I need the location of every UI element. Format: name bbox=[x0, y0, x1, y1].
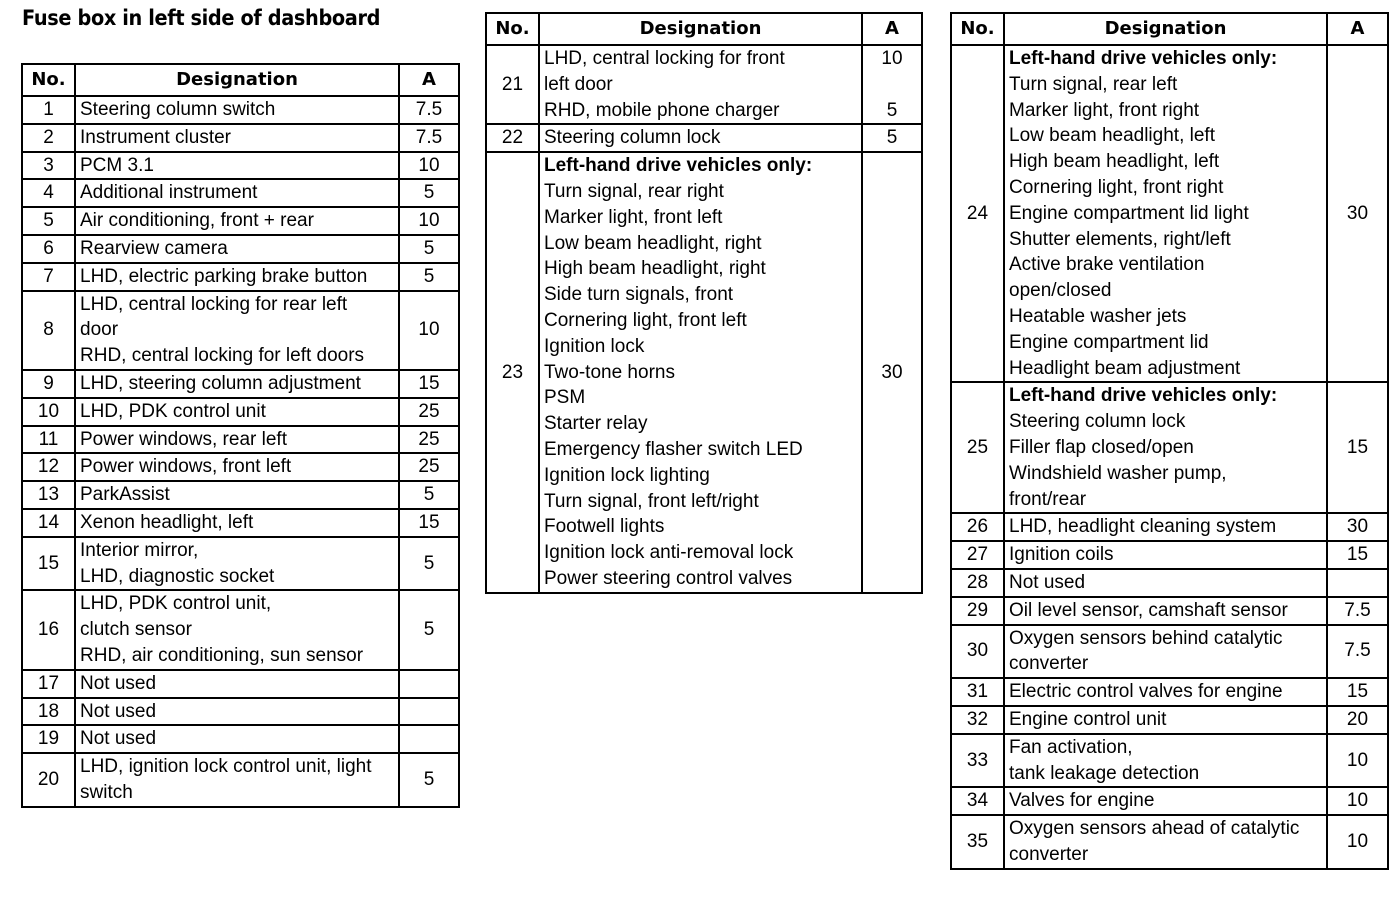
fuse-designation bbox=[75, 124, 399, 152]
amperage-value: 10 bbox=[418, 210, 440, 232]
designation-line: RHD, mobile phone charger bbox=[544, 99, 780, 121]
designation-line: door bbox=[80, 319, 119, 341]
amperage-value: 10 bbox=[418, 154, 440, 176]
header-row bbox=[22, 64, 459, 96]
designation-line: Marker light, front right bbox=[1009, 99, 1200, 121]
fuse-amperage bbox=[1327, 625, 1388, 679]
header-row bbox=[486, 13, 922, 45]
designation-line: open/closed bbox=[1009, 280, 1112, 302]
designation-line: Cornering light, front left bbox=[544, 309, 747, 331]
designation-line: LHD, PDK control unit bbox=[80, 400, 266, 422]
fuse-designation bbox=[75, 291, 399, 370]
designation-line: PSM bbox=[544, 387, 586, 409]
designation-line: Oxygen sensors behind catalytic bbox=[1009, 627, 1283, 649]
fuse-designation bbox=[75, 426, 399, 454]
amperage-value: 25 bbox=[418, 456, 440, 478]
fuse-row-19 bbox=[22, 725, 459, 753]
fuse-number: 15 bbox=[22, 537, 75, 591]
fuse-amperage bbox=[1327, 815, 1388, 869]
designation-line: Not used bbox=[80, 700, 157, 722]
designation-heading: Left-hand drive vehicles only: bbox=[1009, 385, 1278, 407]
fuse-row-3 bbox=[22, 152, 459, 180]
designation-line: Power windows, rear left bbox=[80, 428, 287, 450]
fuse-designation bbox=[75, 698, 399, 726]
column-header-amp: A bbox=[862, 13, 922, 45]
designation-line: Not used bbox=[80, 728, 157, 750]
fuse-amperage bbox=[399, 509, 459, 537]
amperage-value: 30 bbox=[881, 361, 903, 383]
designation-line: Steering column lock bbox=[1009, 411, 1186, 433]
designation-heading: Left-hand drive vehicles only: bbox=[544, 155, 813, 177]
column-header-no: No. bbox=[951, 13, 1004, 45]
fuse-number: 20 bbox=[22, 753, 75, 807]
fuse-number: 2 bbox=[22, 124, 75, 152]
header-row bbox=[951, 13, 1388, 45]
fuse-amperage bbox=[862, 45, 922, 124]
designation-line: LHD, central locking for front bbox=[544, 48, 785, 69]
fuse-designation bbox=[75, 207, 399, 235]
fuse-amperage bbox=[399, 291, 459, 370]
amperage-value: 10 bbox=[1346, 790, 1369, 812]
fuse-amperage bbox=[399, 235, 459, 263]
fuse-designation bbox=[1004, 706, 1327, 734]
designation-line: Cornering light, front right bbox=[1009, 176, 1224, 198]
fuse-number: 32 bbox=[951, 706, 1004, 734]
fuse-designation bbox=[1004, 734, 1327, 788]
designation-line: Interior mirror, bbox=[80, 539, 199, 561]
fuse-amperage bbox=[399, 370, 459, 398]
amperage-value bbox=[867, 72, 917, 98]
amperage-value: 15 bbox=[1346, 681, 1369, 703]
fuse-number: 19 bbox=[22, 725, 75, 753]
fuse-amperage bbox=[862, 152, 922, 593]
fuse-amperage bbox=[399, 398, 459, 426]
designation-line: Engine compartment lid light bbox=[1009, 202, 1249, 224]
fuse-row-35 bbox=[951, 815, 1388, 869]
fuse-amperage bbox=[399, 670, 459, 698]
fuse-number: 29 bbox=[951, 597, 1004, 625]
fuse-amperage bbox=[399, 179, 459, 207]
fuse-amperage bbox=[1327, 513, 1388, 541]
fuse-designation bbox=[75, 753, 399, 807]
fuse-row-20 bbox=[22, 753, 459, 807]
fuse-row-8 bbox=[22, 291, 459, 370]
designation-line: Shutter elements, right/left bbox=[1009, 228, 1231, 250]
fuse-row-14 bbox=[22, 509, 459, 537]
fuse-row-23 bbox=[486, 152, 922, 593]
fuse-row-30 bbox=[951, 625, 1388, 679]
designation-line: PCM 3.1 bbox=[80, 154, 154, 176]
designation-line: LHD, ignition lock control unit, light bbox=[80, 756, 372, 778]
amperage-value: 5 bbox=[886, 99, 898, 121]
designation-line: Turn signal, rear left bbox=[1009, 73, 1178, 95]
fuse-designation bbox=[1004, 513, 1327, 541]
fuse-row-26 bbox=[951, 513, 1388, 541]
designation-line: Oxygen sensors ahead of catalytic bbox=[1009, 818, 1300, 840]
fuse-number: 31 bbox=[951, 678, 1004, 706]
fuse-amperage bbox=[399, 426, 459, 454]
fuse-amperage bbox=[399, 207, 459, 235]
designation-line: left door bbox=[544, 73, 613, 95]
fuse-row-5 bbox=[22, 207, 459, 235]
fuse-amperage bbox=[399, 96, 459, 124]
designation-line: Headlight beam adjustment bbox=[1009, 357, 1241, 379]
fuse-number: 22 bbox=[486, 124, 539, 152]
fuse-designation bbox=[1004, 597, 1327, 625]
fuse-designation bbox=[75, 263, 399, 291]
designation-line: Electric control valves for engine bbox=[1009, 681, 1283, 703]
fuse-amperage bbox=[862, 124, 922, 152]
fuse-designation bbox=[75, 453, 399, 481]
designation-line: LHD, diagnostic socket bbox=[80, 565, 275, 587]
fuse-number: 18 bbox=[22, 698, 75, 726]
fuse-row-7 bbox=[22, 263, 459, 291]
fuse-designation bbox=[75, 398, 399, 426]
amperage-value: 5 bbox=[423, 237, 435, 259]
fuse-amperage bbox=[1327, 569, 1388, 597]
amperage-value: 25 bbox=[418, 400, 440, 422]
fuse-number: 21 bbox=[486, 45, 539, 124]
fuse-number: 8 bbox=[22, 291, 75, 370]
fuse-row-9 bbox=[22, 370, 459, 398]
fuse-amperage bbox=[399, 590, 459, 669]
fuse-amperage bbox=[399, 481, 459, 509]
designation-line: Side turn signals, front bbox=[544, 284, 734, 306]
fuse-row-16 bbox=[22, 590, 459, 669]
fuse-amperage bbox=[399, 263, 459, 291]
fuse-designation bbox=[1004, 45, 1327, 382]
designation-line: LHD, steering column adjustment bbox=[80, 372, 361, 394]
designation-line: Two-tone horns bbox=[544, 361, 675, 383]
page-title: Fuse box in left side of dashboard bbox=[22, 6, 381, 30]
fuse-designation bbox=[1004, 625, 1327, 679]
column-header-no: No. bbox=[486, 13, 539, 45]
fuse-number: 33 bbox=[951, 734, 1004, 788]
designation-line: switch bbox=[80, 781, 133, 803]
fuse-designation bbox=[539, 45, 862, 124]
fuse-number: 7 bbox=[22, 263, 75, 291]
designation-line: converter bbox=[1009, 653, 1089, 675]
fuse-designation bbox=[75, 481, 399, 509]
designation-line: LHD, electric parking brake button bbox=[80, 265, 368, 287]
fuse-designation bbox=[1004, 678, 1327, 706]
fuse-designation bbox=[1004, 815, 1327, 869]
fuse-row-21 bbox=[486, 45, 922, 124]
amperage-value: 7.5 bbox=[1344, 640, 1371, 662]
designation-line: Power windows, front left bbox=[80, 456, 292, 478]
designation-line: Footwell lights bbox=[544, 516, 665, 538]
amperage-value: 25 bbox=[418, 428, 440, 450]
amperage-value: 5 bbox=[423, 619, 435, 641]
amperage-value: 7.5 bbox=[415, 126, 443, 148]
fuse-amperage bbox=[399, 537, 459, 591]
fuse-row-6 bbox=[22, 235, 459, 263]
fuse-number: 9 bbox=[22, 370, 75, 398]
amperage-value: 5 bbox=[423, 769, 435, 791]
designation-line: clutch sensor bbox=[80, 619, 192, 641]
designation-line: Fan activation, bbox=[1009, 736, 1133, 758]
designation-line: RHD, central locking for left doors bbox=[80, 345, 365, 367]
fuse-designation bbox=[75, 509, 399, 537]
fuse-amperage bbox=[399, 753, 459, 807]
fuse-table-2 bbox=[485, 12, 923, 594]
fuse-number: 17 bbox=[22, 670, 75, 698]
fuse-number: 25 bbox=[951, 382, 1004, 513]
column-header-designation: Designation bbox=[539, 13, 862, 45]
fuse-amperage bbox=[399, 453, 459, 481]
amperage-value: 5 bbox=[423, 552, 435, 574]
fuse-row-25 bbox=[951, 382, 1388, 513]
fuse-row-28 bbox=[951, 569, 1388, 597]
fuse-row-34 bbox=[951, 787, 1388, 815]
fuse-designation bbox=[1004, 382, 1327, 513]
amperage-value: 10 bbox=[881, 48, 903, 69]
fuse-number: 16 bbox=[22, 590, 75, 669]
designation-line: Ignition lock lighting bbox=[544, 464, 710, 486]
fuse-number: 3 bbox=[22, 152, 75, 180]
amperage-value: 10 bbox=[418, 319, 440, 341]
fuse-row-11 bbox=[22, 426, 459, 454]
fuse-number: 24 bbox=[951, 45, 1004, 382]
fuse-number: 14 bbox=[22, 509, 75, 537]
amperage-value: 7.5 bbox=[415, 99, 443, 120]
fuse-amperage bbox=[399, 124, 459, 152]
fuse-number: 30 bbox=[951, 625, 1004, 679]
fuse-row-12 bbox=[22, 453, 459, 481]
designation-line: Engine compartment lid bbox=[1009, 331, 1209, 353]
fuse-amperage bbox=[1327, 541, 1388, 569]
designation-line: tank leakage detection bbox=[1009, 762, 1200, 784]
fuse-row-4 bbox=[22, 179, 459, 207]
designation-line: Marker light, front left bbox=[544, 206, 723, 228]
amperage-value: 15 bbox=[418, 372, 440, 394]
column-header-designation: Designation bbox=[1004, 13, 1327, 45]
designation-line: Valves for engine bbox=[1009, 790, 1155, 812]
amperage-value: 5 bbox=[423, 265, 435, 287]
designation-line: Not used bbox=[80, 672, 157, 694]
fuse-amperage bbox=[1327, 787, 1388, 815]
fuse-amperage bbox=[1327, 734, 1388, 788]
fuse-number: 4 bbox=[22, 179, 75, 207]
amperage-value: 10 bbox=[1346, 749, 1369, 771]
fuse-row-33 bbox=[951, 734, 1388, 788]
fuse-amperage bbox=[1327, 706, 1388, 734]
amperage-value: 15 bbox=[1346, 544, 1369, 566]
amperage-value: 15 bbox=[418, 511, 440, 533]
fuse-designation bbox=[75, 152, 399, 180]
designation-line: Active brake ventilation bbox=[1009, 254, 1205, 276]
fuse-table-3 bbox=[950, 12, 1389, 870]
fuse-designation bbox=[1004, 569, 1327, 597]
designation-line: Filler flap closed/open bbox=[1009, 436, 1194, 458]
amperage-value: 5 bbox=[423, 484, 435, 506]
fuse-designation bbox=[75, 235, 399, 263]
fuse-designation bbox=[1004, 787, 1327, 815]
designation-line: Steering column lock bbox=[544, 127, 721, 149]
fuse-number: 11 bbox=[22, 426, 75, 454]
designation-line: front/rear bbox=[1009, 488, 1087, 510]
designation-line: Windshield washer pump, bbox=[1009, 462, 1227, 484]
column-header-no: No. bbox=[22, 64, 75, 96]
fuse-number: 5 bbox=[22, 207, 75, 235]
designation-line: LHD, central locking for rear left bbox=[80, 293, 348, 315]
designation-line: Steering column switch bbox=[80, 99, 276, 120]
fuse-amperage bbox=[399, 698, 459, 726]
fuse-designation bbox=[75, 370, 399, 398]
fuse-amperage bbox=[1327, 45, 1388, 382]
fuse-number: 23 bbox=[486, 152, 539, 593]
fuse-number: 35 bbox=[951, 815, 1004, 869]
fuse-designation bbox=[75, 590, 399, 669]
column-header-amp: A bbox=[399, 64, 459, 96]
designation-line: High beam headlight, right bbox=[544, 258, 766, 280]
column-header-designation: Designation bbox=[75, 64, 399, 96]
fuse-amperage bbox=[1327, 597, 1388, 625]
fuse-row-24 bbox=[951, 45, 1388, 382]
fuse-number: 10 bbox=[22, 398, 75, 426]
designation-line: ParkAssist bbox=[80, 484, 170, 506]
column-header-amp: A bbox=[1327, 13, 1388, 45]
designation-line: converter bbox=[1009, 843, 1089, 865]
fuse-number: 34 bbox=[951, 787, 1004, 815]
fuse-amperage bbox=[1327, 678, 1388, 706]
designation-line: Oil level sensor, camshaft sensor bbox=[1009, 599, 1288, 621]
fuse-table-1 bbox=[21, 63, 460, 808]
fuse-designation bbox=[75, 537, 399, 591]
fuse-number: 12 bbox=[22, 453, 75, 481]
fuse-row-18 bbox=[22, 698, 459, 726]
fuse-row-29 bbox=[951, 597, 1388, 625]
fuse-number: 26 bbox=[951, 513, 1004, 541]
designation-line: Instrument cluster bbox=[80, 126, 231, 148]
designation-line: Emergency flasher switch LED bbox=[544, 438, 803, 460]
fuse-row-27 bbox=[951, 541, 1388, 569]
fuse-designation bbox=[75, 179, 399, 207]
fuse-row-17 bbox=[22, 670, 459, 698]
fuse-number: 1 bbox=[22, 96, 75, 124]
designation-line: High beam headlight, left bbox=[1009, 151, 1220, 173]
fuse-amperage bbox=[399, 725, 459, 753]
fuse-row-15 bbox=[22, 537, 459, 591]
fuse-amperage bbox=[1327, 382, 1388, 513]
designation-line: Air conditioning, front + rear bbox=[80, 210, 314, 232]
fuse-number: 13 bbox=[22, 481, 75, 509]
amperage-value: 15 bbox=[1346, 436, 1369, 458]
fuse-number: 6 bbox=[22, 235, 75, 263]
designation-line: Additional instrument bbox=[80, 182, 258, 204]
designation-line: Ignition lock bbox=[544, 335, 645, 357]
fuse-row-1 bbox=[22, 96, 459, 124]
designation-line: Turn signal, front left/right bbox=[544, 490, 759, 512]
amperage-value: 20 bbox=[1346, 708, 1369, 730]
fuse-designation bbox=[75, 725, 399, 753]
designation-line: Turn signal, rear right bbox=[544, 180, 724, 202]
fuse-row-32 bbox=[951, 706, 1388, 734]
designation-line: LHD, PDK control unit, bbox=[80, 593, 272, 615]
fuse-designation bbox=[1004, 541, 1327, 569]
designation-line: Starter relay bbox=[544, 413, 648, 435]
designation-line: LHD, headlight cleaning system bbox=[1009, 516, 1277, 538]
amperage-value: 7.5 bbox=[1344, 599, 1371, 621]
fuse-row-10 bbox=[22, 398, 459, 426]
designation-line: Xenon headlight, left bbox=[80, 511, 254, 533]
designation-line: Low beam headlight, left bbox=[1009, 125, 1215, 147]
amperage-value: 5 bbox=[886, 127, 898, 149]
designation-line: Ignition lock anti-removal lock bbox=[544, 542, 794, 564]
amperage-value: 5 bbox=[423, 182, 435, 204]
fuse-row-31 bbox=[951, 678, 1388, 706]
designation-line: RHD, air conditioning, sun sensor bbox=[80, 644, 364, 666]
fuse-designation bbox=[75, 96, 399, 124]
fuse-row-2 bbox=[22, 124, 459, 152]
designation-line: Low beam headlight, right bbox=[544, 232, 762, 254]
designation-line: Heatable washer jets bbox=[1009, 305, 1187, 327]
fuse-designation bbox=[539, 152, 862, 593]
fuse-amperage bbox=[399, 152, 459, 180]
fuse-number: 28 bbox=[951, 569, 1004, 597]
fuse-row-13 bbox=[22, 481, 459, 509]
designation-line: Not used bbox=[1009, 571, 1086, 593]
fuse-designation bbox=[539, 124, 862, 152]
designation-line: Power steering control valves bbox=[544, 567, 793, 589]
designation-heading: Left-hand drive vehicles only: bbox=[1009, 48, 1278, 69]
designation-line: Engine control unit bbox=[1009, 708, 1167, 730]
designation-line: Ignition coils bbox=[1009, 544, 1114, 566]
fuse-number: 27 bbox=[951, 541, 1004, 569]
amperage-value: 30 bbox=[1346, 516, 1369, 538]
amperage-value: 30 bbox=[1346, 202, 1369, 224]
amperage-value: 10 bbox=[1346, 831, 1369, 852]
fuse-row-22 bbox=[486, 124, 922, 152]
designation-line: Rearview camera bbox=[80, 237, 228, 259]
fuse-designation bbox=[75, 670, 399, 698]
